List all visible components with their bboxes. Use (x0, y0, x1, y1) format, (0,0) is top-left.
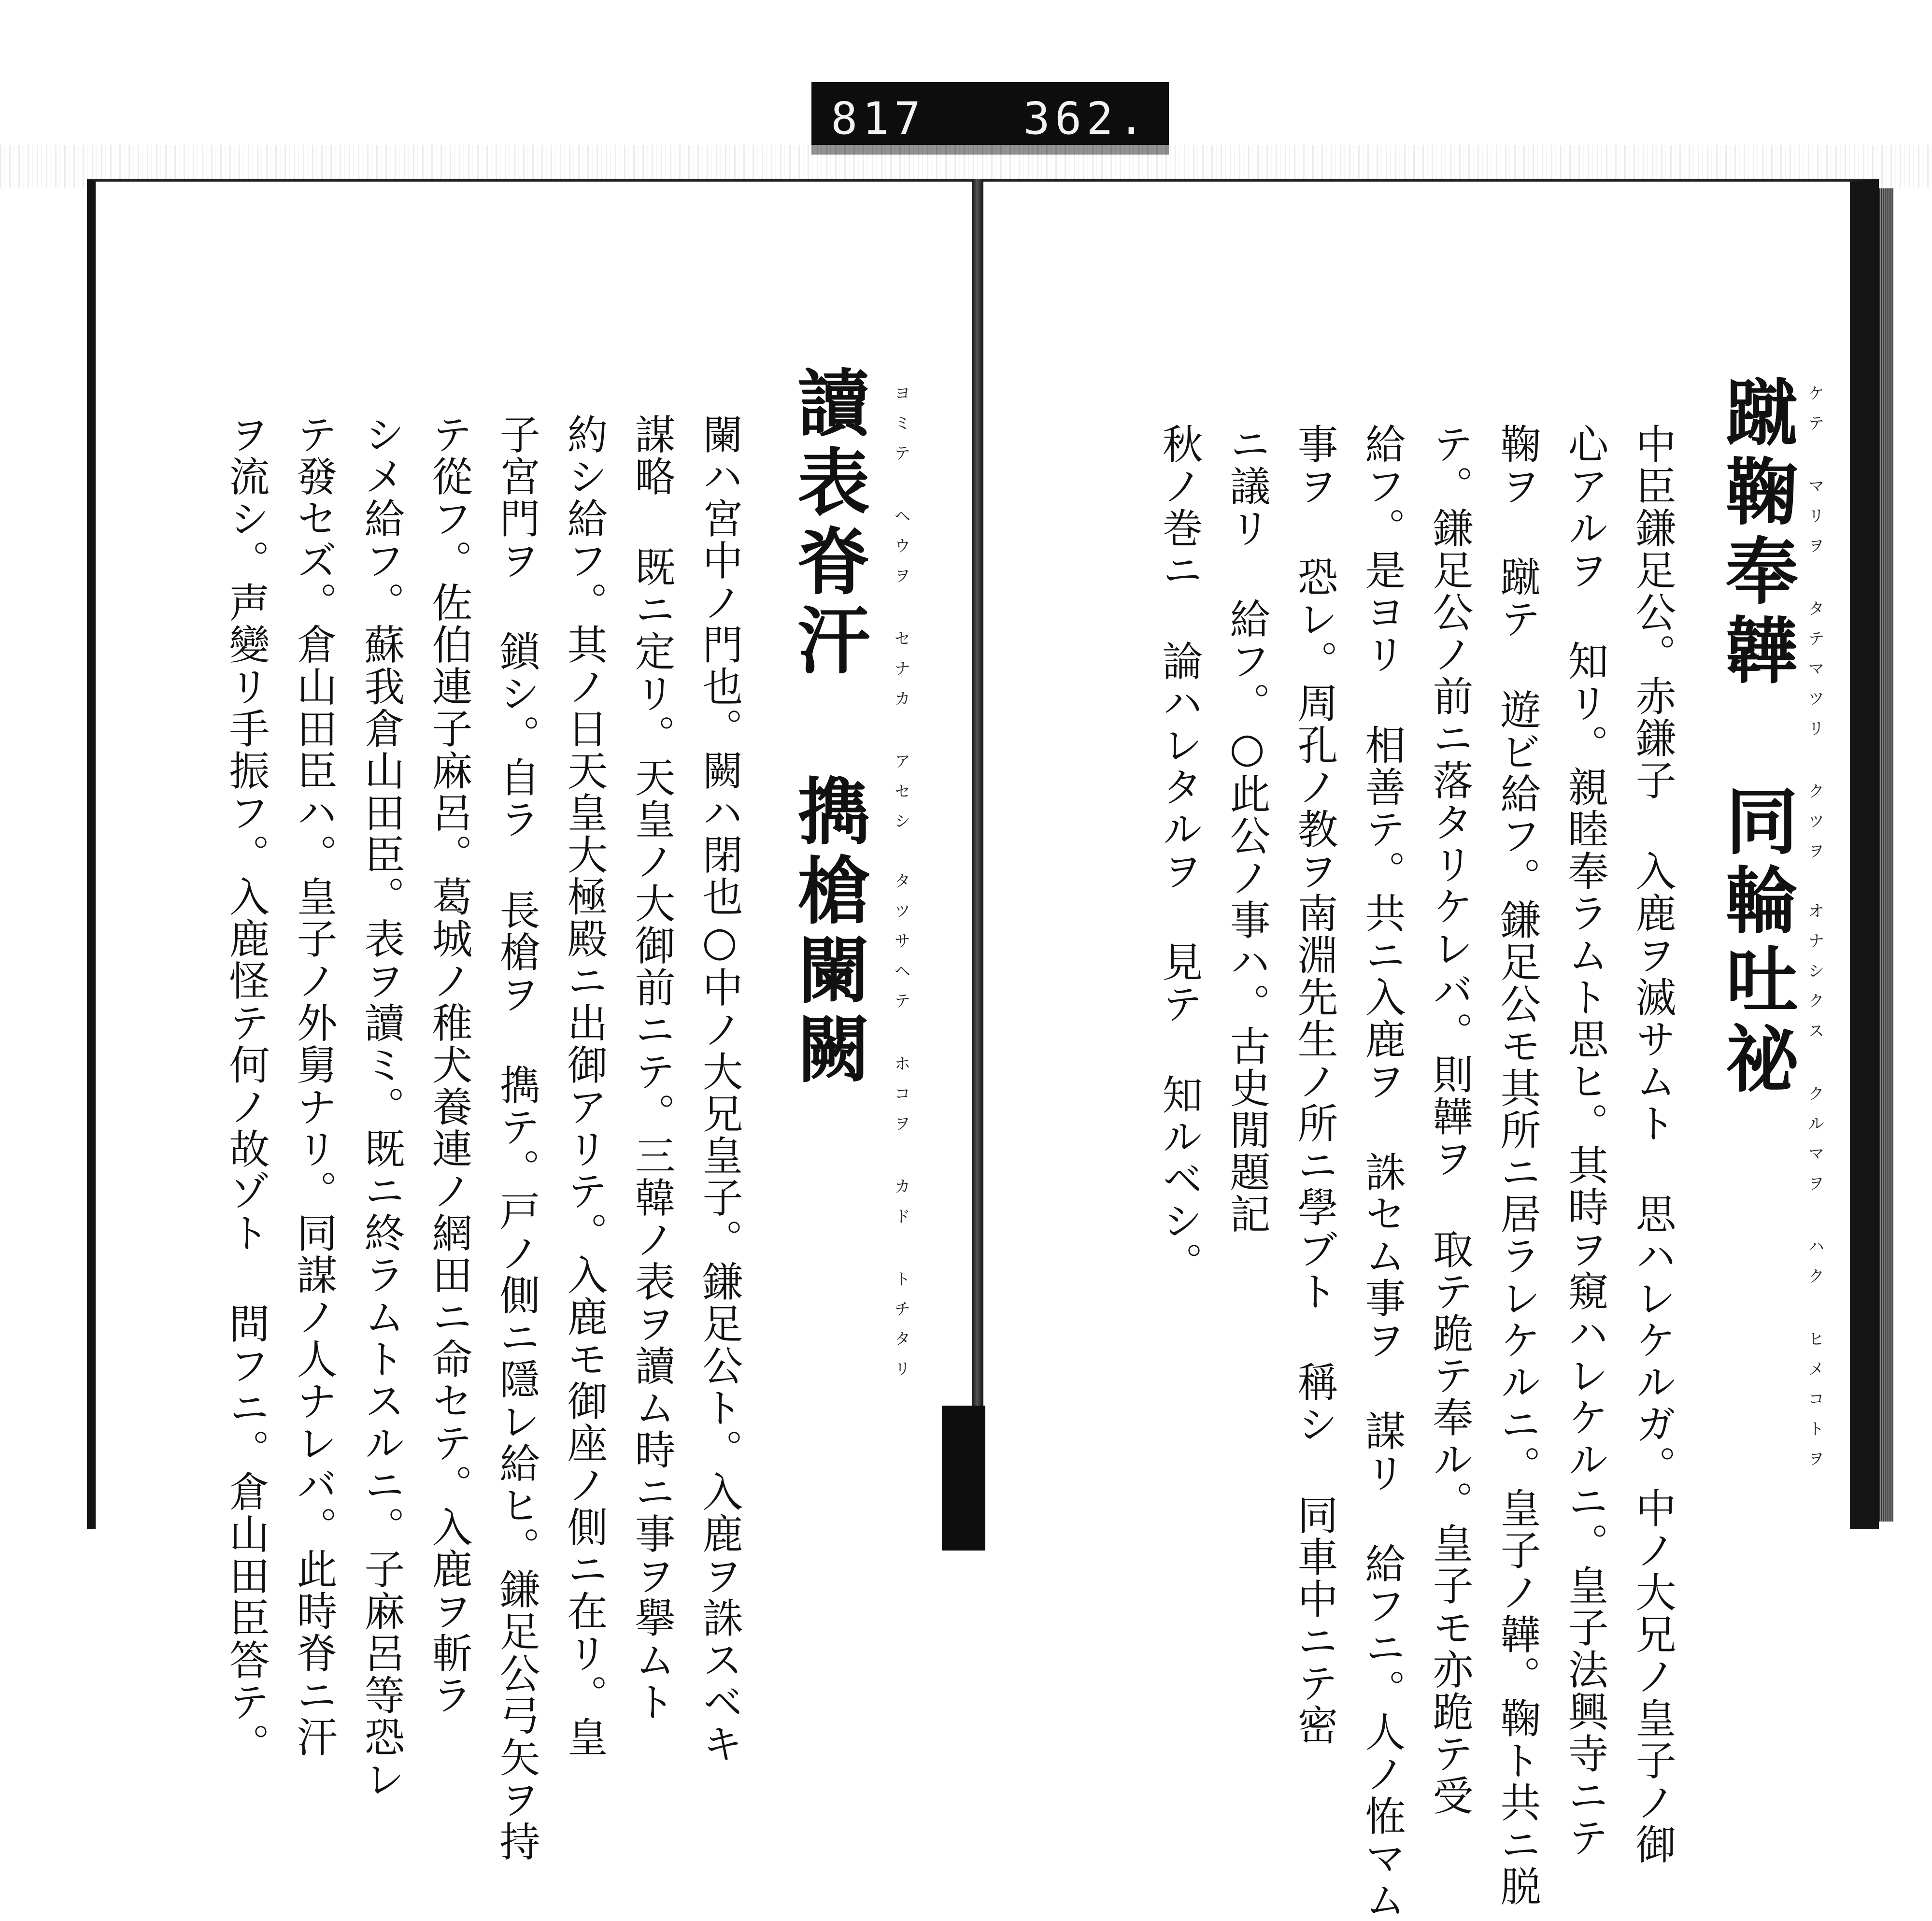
left-page-column-8: ヲ流シ。声變リ手振フ。入鹿怪テ何ノ故ゾト 問フニ。倉山田臣答テ。 (223, 413, 270, 1765)
right-page-column-5: 給フ。是ヨリ 相善テ。共ニ入鹿ヲ 誅セム事ヲ 謀リ 給フニ。人ノ恠マム (1359, 423, 1406, 1921)
left-page-title: 讀表脊汗 擕槍闌闕 (785, 365, 870, 1091)
right-page-column-3: 鞠ヲ 蹴テ 遊ビ給フ。鎌足公モ其所ニ居ラレケルニ。皇子ノ韡。鞠ト共ニ脱 (1494, 423, 1541, 1907)
left-page-column-5: テ從フ。佐伯連子麻呂。葛城ノ稚犬養連ノ網田ニ命セテ。入鹿ヲ斬ラ (426, 413, 473, 1716)
open-book (72, 179, 1893, 1921)
call-number-label (811, 82, 1169, 155)
left-page-title-gloss: ヨミテ ヘウヲ セナカ アセシ タツサヘテ ホコヲ カド トチタリ (891, 384, 910, 1390)
right-page-column-1: 中臣鎌足公。赤鎌子 入鹿ヲ滅サムト 思ハレケルガ。中ノ大兄ノ皇子ノ御 (1629, 423, 1676, 1865)
right-page (985, 179, 1879, 1921)
left-page-column-4: 子宮門ヲ 鎖シ。自ラ 長槍ヲ 擕テ。戸ノ側ニ隱レ給ヒ。鎌足公弓矢ヲ持 (493, 413, 540, 1863)
right-page-column-7: ニ議リ 給フ。○此公ノ事ハ。古史閒題記 (1223, 423, 1271, 1235)
left-page (87, 179, 987, 1863)
call-number-right: 362. (1023, 92, 1150, 144)
right-page-column-4: テ。鎌足公ノ前ニ落タリケレバ。則韡ヲ 取テ跪テ奉ル。皇子モ亦跪テ受 (1426, 423, 1474, 1817)
call-number-left: 817 (831, 92, 926, 144)
right-page-title-gloss: ケテ マリヲ タテマツリ クツヲ オナシクス クルマヲ ハク ヒメコトヲ (1805, 384, 1824, 1480)
right-page-column-8: 秋ノ巻ニ 論ハレタルヲ 見テ 知ルベシ。 (1156, 423, 1203, 1284)
spine-tab (942, 1406, 985, 1551)
right-page-column-6: 事ヲ 恐レ。周孔ノ教ヲ南淵先生ノ所ニ學ブト 稱シ 同車中ニテ密 (1291, 423, 1338, 1746)
left-page-column-6: シメ給フ。蘇我倉山田臣。表ヲ讀ミ。既ニ終ラムトスルニ。子麻呂等恐レ (358, 413, 405, 1800)
book-gutter (972, 179, 983, 1526)
left-page-column-2: 謀略 既ニ定リ。天皇ノ大御前ニテ。三韓ノ表ヲ讀ム時ニ事ヲ擧ムト (628, 413, 676, 1723)
left-page-column-1: 闌ハ宮中ノ門也。闕ハ閉也○中ノ大兄皇子。鎌足公ト。入鹿ヲ誅スベキ (696, 413, 743, 1765)
right-page-title: 蹴鞠奉韡 同輪吐祕 (1713, 375, 1798, 1100)
left-page-column-3: 約シ給フ。其ノ日天皇大極殿ニ出御アリテ。入鹿モ御座ノ側ニ在リ。皇 (561, 413, 608, 1758)
left-page-column-7: テ發セズ。倉山田臣ハ。皇子ノ外舅ナリ。同謀ノ人ナレバ。此時脊ニ汗 (290, 413, 338, 1758)
right-page-column-2: 心アルヲ 知リ。親睦奉ラムト思ヒ。其時ヲ窺ハレケルニ。皇子法興寺ニテ (1562, 423, 1609, 1859)
page-edge-stack (1879, 188, 1893, 1522)
